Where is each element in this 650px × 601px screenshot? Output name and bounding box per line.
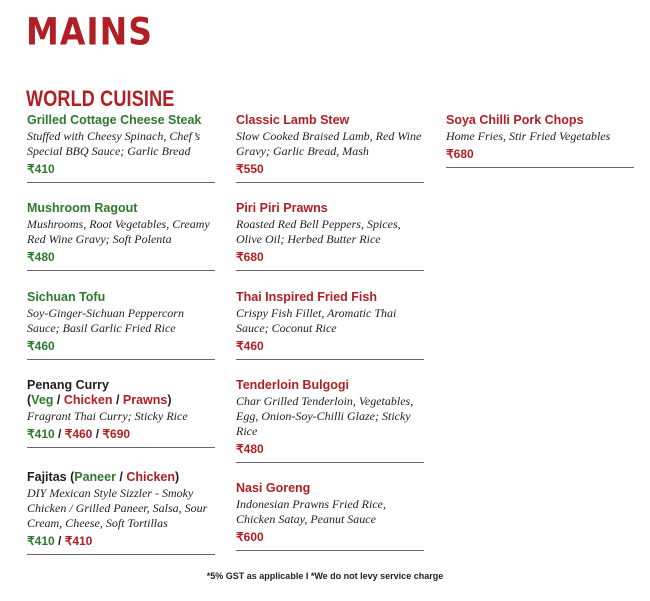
item-price: ₹460 <box>27 339 55 353</box>
item-name: Nasi Goreng <box>236 481 311 495</box>
item-price: ₹460 <box>236 339 264 353</box>
item-price: ₹680 <box>446 147 474 161</box>
item-description: Mushrooms, Root Vegetables, Creamy Red Wine Gravy; Soft Polenta <box>27 217 210 246</box>
rupee-icon: ₹ <box>27 339 35 353</box>
rupee-icon: ₹ <box>236 442 244 456</box>
item-name: Classic Lamb Stew <box>236 113 350 127</box>
page-title: MAINS <box>26 10 154 54</box>
item-price: ₹480 <box>27 250 55 264</box>
menu-item <box>236 378 424 463</box>
item-description: DIY Mexican Style Sizzler - Smoky Chicken / Grilled Paneer, Salsa, Sour Cream, Cheese, Soft Tortillas <box>27 486 208 530</box>
rupee-icon: ₹ <box>236 162 244 176</box>
item-name-with-variants: Fajitas (Paneer / Chicken) <box>27 470 180 484</box>
rupee-icon: ₹ <box>236 250 244 264</box>
item-description: Fragrant Thai Curry; Sticky Rice <box>27 409 188 423</box>
rupee-icon: ₹ <box>64 427 73 441</box>
item-variants: (Veg / Chicken / Prawns) <box>27 393 172 407</box>
item-description: Soy-Ginger-Sichuan Peppercorn Sauce; Basil Garlic Fried Rice <box>27 306 184 335</box>
item-name: Mushroom Ragout <box>27 201 138 215</box>
item-description: Indonesian Prawns Fried Rice, Chicken Satay, Peanut Sauce <box>236 497 386 526</box>
item-price: ₹410 / ₹460 / ₹690 <box>27 427 131 441</box>
item-name: Piri Piri Prawns <box>236 201 328 215</box>
section-title: WORLD CUISINE <box>26 86 175 111</box>
rupee-icon: ₹ <box>446 147 454 161</box>
rupee-icon: ₹ <box>102 427 111 441</box>
item-name: Thai Inspired Fried Fish <box>236 290 377 304</box>
item-price: ₹600 <box>236 530 264 544</box>
menu-item <box>27 201 215 271</box>
item-description: Home Fries, Stir Fried Vegetables <box>446 129 611 143</box>
rupee-icon: ₹ <box>27 250 35 264</box>
item-description: Char Grilled Tenderloin, Vegetables, Egg, Onion-Soy-Chilli Glaze; Sticky Rice <box>236 394 414 438</box>
item-description: Crispy Fish Fillet, Aromatic Thai Sauce; Coconut Rice <box>236 306 397 335</box>
item-description: Slow Cooked Braised Lamb, Red Wine Gravy; Garlic Bread, Mash <box>236 129 422 158</box>
rupee-icon: ₹ <box>27 162 35 176</box>
item-name: Soya Chilli Pork Chops <box>446 113 584 127</box>
menu-item <box>27 290 215 360</box>
item-description: Roasted Red Bell Peppers, Spices, Olive Oil; Herbed Butter Rice <box>236 217 401 246</box>
item-price: ₹680 <box>236 250 264 264</box>
menu-item <box>236 113 424 183</box>
menu-item <box>236 290 424 360</box>
footnote: *5% GST as applicable I *We do not levy service charge <box>206 571 444 581</box>
item-price: ₹410 / ₹410 <box>27 534 93 548</box>
rupee-icon: ₹ <box>236 339 244 353</box>
item-price: ₹480 <box>236 442 264 456</box>
item-name: Grilled Cottage Cheese Steak <box>27 113 202 127</box>
rupee-icon: ₹ <box>64 534 73 548</box>
item-description: Stuffed with Cheesy Spinach, Chef’s Special BBQ Sauce; Garlic Bread <box>27 129 201 158</box>
menu-item <box>27 113 215 183</box>
rupee-icon: ₹ <box>236 530 244 544</box>
menu-item <box>446 113 634 168</box>
rupee-icon: ₹ <box>27 427 35 441</box>
item-name: Tenderloin Bulgogi <box>236 378 349 392</box>
item-price: ₹410 <box>27 162 55 176</box>
menu-item <box>27 378 215 448</box>
menu-item <box>236 201 424 271</box>
menu-item <box>27 470 215 555</box>
item-name: Sichuan Tofu <box>27 290 106 304</box>
menu-item <box>236 481 424 551</box>
item-price: ₹550 <box>236 162 264 176</box>
rupee-icon: ₹ <box>27 534 35 548</box>
item-name: Penang Curry <box>27 378 109 392</box>
